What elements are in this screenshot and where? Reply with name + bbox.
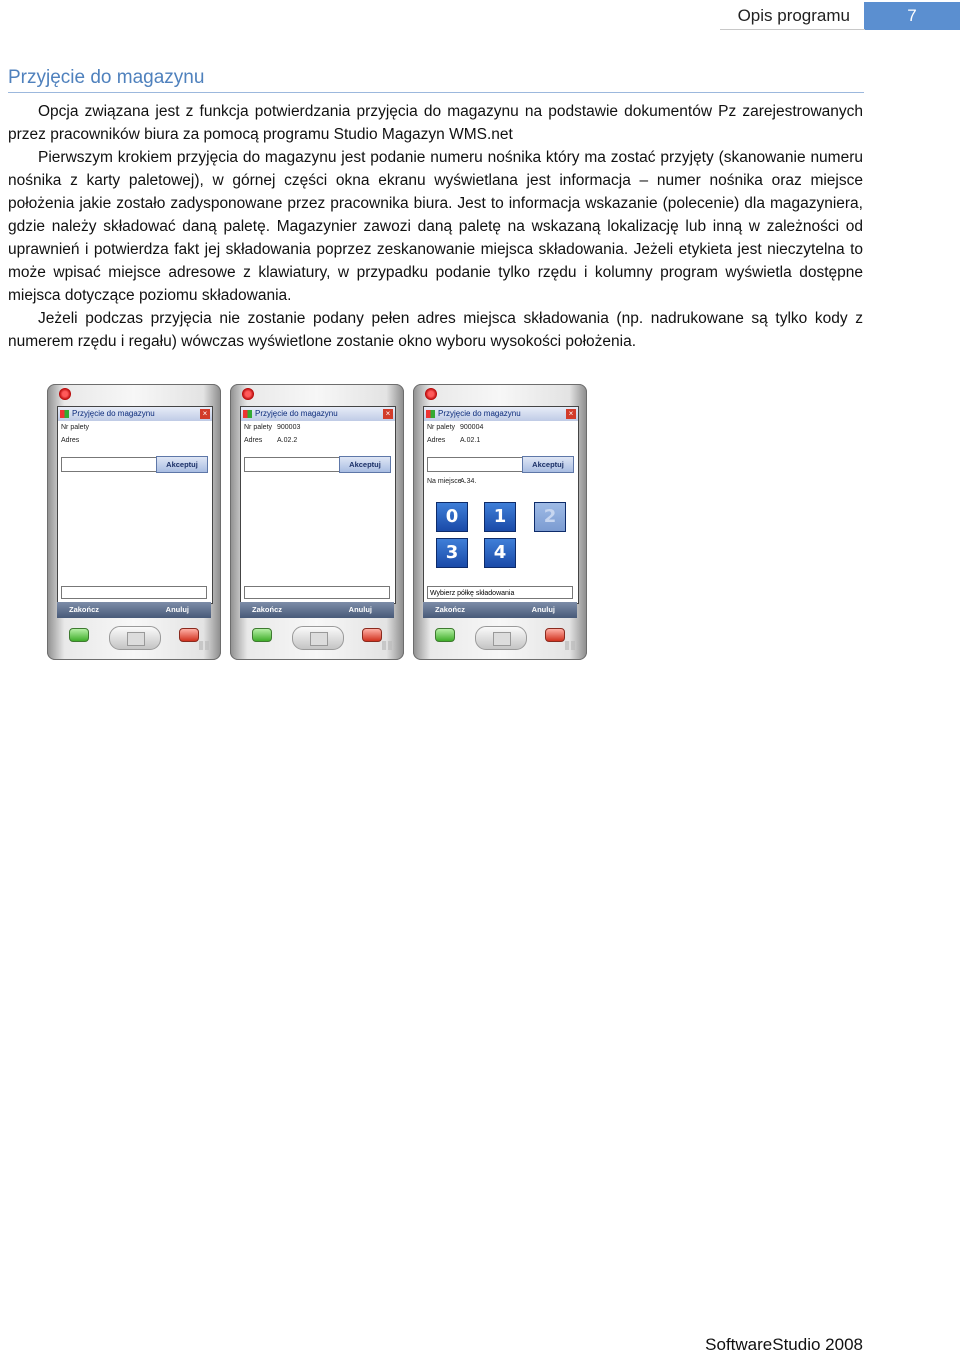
close-icon[interactable]: × <box>566 409 576 419</box>
windows-logo-icon <box>565 641 575 650</box>
scan-input[interactable] <box>61 457 158 472</box>
level-button-2: 2 <box>534 502 566 532</box>
dpad[interactable] <box>109 626 161 650</box>
pallet-row <box>424 421 578 434</box>
pda-device-3 <box>413 384 587 660</box>
window-titlebar <box>58 407 212 421</box>
cancel-softkey[interactable]: Anuluj <box>348 605 372 614</box>
windows-logo-icon <box>199 641 209 650</box>
dpad[interactable] <box>475 626 527 650</box>
dpad-center[interactable] <box>493 632 511 646</box>
close-icon[interactable]: × <box>200 409 210 419</box>
scan-input[interactable] <box>427 457 524 472</box>
pda-screen <box>57 406 213 604</box>
address-value: A.02.1 <box>460 437 481 444</box>
paragraph: Pierwszym krokiem przyjęcia do magazynu jest podanie numeru nośnika który ma zostać przyjęty (skanowanie numeru nośnika z karty paletowej), w górnej części okna ekranu wyświetlana jest informacja – numer nośnika oraz miejsce położenia jakie zostało zadysponowane przez pracownika biura. Jest to informacja wskazanie (polecenie) dla magazyniera, gdzie należy składować daną paletę. Magazynier zawozi daną paletę na wskazaną lokalizację lub inną w zależności od uprawnień i potwierdza fakt jej składowania poprzez zeskanowanie miejsca składowania. Jeżeli etykieta jest nieczytelna to może wpisać miejsce adresowe z klawiatury, w przypadku podanie tylko rzędu i kolumny program wyświetla dostępne miejsca dotyczące poziomu składowania. <box>8 149 863 304</box>
call-key[interactable] <box>252 628 272 642</box>
pallet-label: Nr palety <box>244 424 273 431</box>
pallet-value: 900004 <box>460 424 484 431</box>
end-key[interactable] <box>545 628 565 642</box>
accept-button[interactable]: Akceptuj <box>156 456 208 473</box>
address-value: A.02.2 <box>277 437 298 444</box>
address-row <box>241 434 395 447</box>
address-row <box>424 434 578 447</box>
level-button-4[interactable]: 4 <box>484 538 516 568</box>
status-field <box>244 586 390 599</box>
address-row <box>58 434 212 447</box>
pallet-label: Nr palety <box>427 424 456 431</box>
pallet-row <box>241 421 395 434</box>
power-icon[interactable] <box>59 388 71 400</box>
dpad-center[interactable] <box>310 632 328 646</box>
dpad[interactable] <box>292 626 344 650</box>
location-row <box>424 475 577 488</box>
window-title: Przyjęcie do magazynu <box>438 409 521 418</box>
softkey-bar <box>57 602 211 618</box>
pallet-row <box>58 421 212 434</box>
window-titlebar <box>241 407 395 421</box>
paragraph: Opcja związana jest z funkcja potwierdzania przyjęcia do magazynu na podstawie dokumentów Pz zarejestrowanych przez pracowników biura za pomocą programu Studio Magazyn WMS.net <box>8 103 863 143</box>
level-button-3[interactable]: 3 <box>436 538 468 568</box>
pda-screen <box>423 406 579 604</box>
pda-device-1 <box>47 384 221 660</box>
status-field <box>61 586 207 599</box>
pda-screen <box>240 406 396 604</box>
windows-flag-icon <box>60 410 69 418</box>
section-rule <box>8 92 864 93</box>
level-button-0[interactable]: 0 <box>436 502 468 532</box>
softkey-bar <box>423 602 577 618</box>
pallet-value: 900003 <box>277 424 301 431</box>
pallet-label: Nr palety <box>61 424 90 431</box>
finish-softkey[interactable]: Zakończ <box>69 605 100 614</box>
section-title: Przyjęcie do magazynu <box>8 67 205 88</box>
page-footer: SoftwareStudio 2008 <box>705 1335 863 1354</box>
address-label: Adres <box>244 437 263 444</box>
window-title: Przyjęcie do magazynu <box>72 409 155 418</box>
level-button-1[interactable]: 1 <box>484 502 516 532</box>
end-key[interactable] <box>179 628 199 642</box>
pda-device-2 <box>230 384 404 660</box>
scan-input[interactable] <box>244 457 341 472</box>
status-field: Wybierz półkę składowania <box>427 586 573 599</box>
call-key[interactable] <box>435 628 455 642</box>
address-label: Adres <box>61 437 80 444</box>
windows-flag-icon <box>426 410 435 418</box>
softkey-bar <box>240 602 394 618</box>
page-header-title: Opis programu <box>737 6 850 25</box>
windows-flag-icon <box>243 410 252 418</box>
location-value: A.34. <box>460 478 477 485</box>
power-icon[interactable] <box>425 388 437 400</box>
finish-softkey[interactable]: Zakończ <box>435 605 466 614</box>
dpad-center[interactable] <box>127 632 145 646</box>
cancel-softkey[interactable]: Anuluj <box>531 605 555 614</box>
window-titlebar <box>424 407 578 421</box>
location-label: Na miejsce <box>427 478 462 485</box>
cancel-softkey[interactable]: Anuluj <box>165 605 189 614</box>
call-key[interactable] <box>69 628 89 642</box>
accept-button[interactable]: Akceptuj <box>522 456 574 473</box>
end-key[interactable] <box>362 628 382 642</box>
page-number: 7 <box>864 2 960 30</box>
power-icon[interactable] <box>242 388 254 400</box>
accept-button[interactable]: Akceptuj <box>339 456 391 473</box>
header-rule <box>720 29 865 30</box>
body-text <box>8 100 863 353</box>
close-icon[interactable]: × <box>383 409 393 419</box>
finish-softkey[interactable]: Zakończ <box>252 605 283 614</box>
paragraph: Jeżeli podczas przyjęcia nie zostanie podany pełen adres miejsca składowania (np. nadrukowane są tylko kody z numerem rzędu i regału) wówczas wyświetlone zostanie okno wyboru wysokości położenia. <box>8 310 863 350</box>
address-label: Adres <box>427 437 446 444</box>
window-title: Przyjęcie do magazynu <box>255 409 338 418</box>
windows-logo-icon <box>382 641 392 650</box>
